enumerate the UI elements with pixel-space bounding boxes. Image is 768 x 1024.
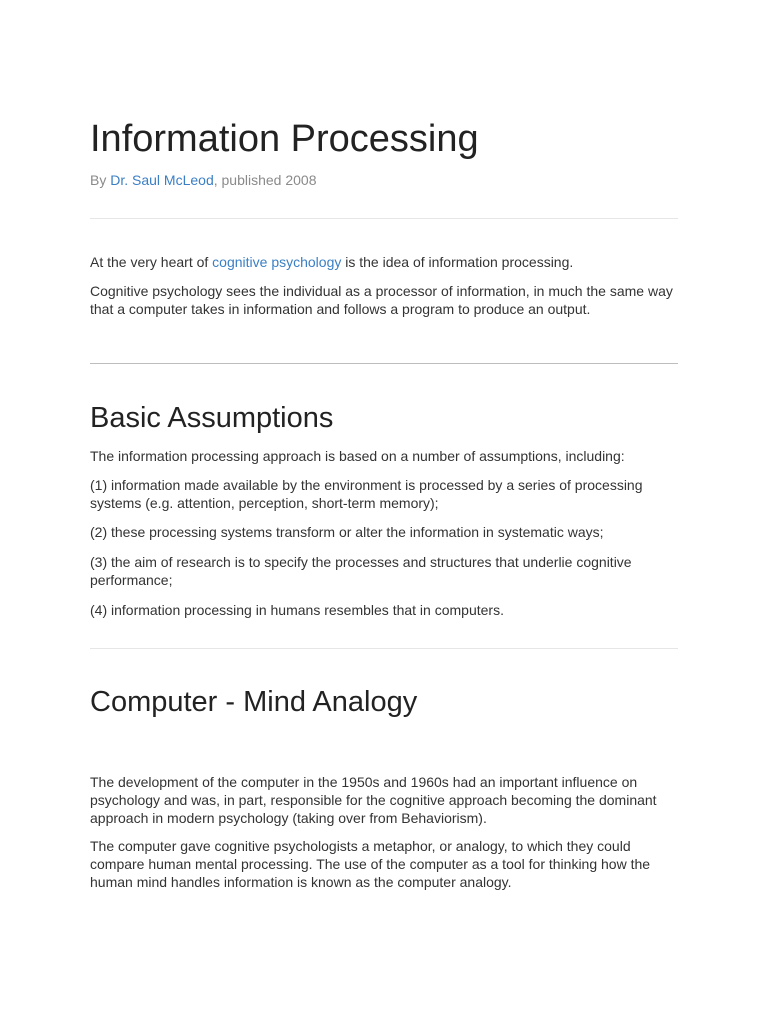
- byline: [90, 171, 317, 189]
- analogy-paragraph-2: The computer gave cognitive psychologists a metaphor, or analogy, to which they could compare human mental processing. The use of the computer as a tool for thinking how the human mind handles information is known as the computer analogy.: [90, 838, 651, 890]
- intro-paragraph-2: Cognitive psychology sees the individual as a processor of information, in much the same way that a computer takes in information and follows a program to produce an output.: [90, 283, 673, 317]
- author-link[interactable]: Dr. Saul McLeod: [110, 172, 214, 188]
- divider: [90, 648, 678, 649]
- intro-text: is the idea of information processing.: [341, 254, 574, 270]
- divider: [90, 363, 678, 364]
- assumption-item: (1) information made available by the environment is processed by a series of processing systems (e.g. attention, perception, short-term memory);: [90, 477, 643, 511]
- section-heading-computer-mind-analogy: Computer - Mind Analogy: [90, 686, 418, 718]
- byline-prefix: By: [90, 172, 111, 188]
- page-title: Information Processing: [90, 118, 479, 160]
- assumption-item: (4) information processing in humans resembles that in computers.: [90, 602, 504, 618]
- assumption-item: (3) the aim of research is to specify the processes and structures that underlie cognitive performance;: [90, 554, 632, 588]
- cognitive-psychology-link[interactable]: cognitive psychology: [212, 254, 342, 270]
- assumptions-lead: The information processing approach is based on a number of assumptions, including:: [90, 448, 625, 464]
- assumption-item: (2) these processing systems transform or alter the information in systematic ways;: [90, 524, 604, 540]
- divider: [90, 218, 678, 219]
- intro-paragraph-1: [90, 253, 678, 271]
- analogy-paragraph-1: The development of the computer in the 1950s and 1960s had an important influence on psychology and was, in part, responsible for the cognitive approach becoming the dominant approach in modern psychology (taking over from Behaviorism).: [90, 774, 657, 826]
- section-heading-basic-assumptions: Basic Assumptions: [90, 402, 334, 434]
- byline-suffix: , published 2008: [213, 172, 317, 188]
- intro-text: At the very heart of: [90, 254, 213, 270]
